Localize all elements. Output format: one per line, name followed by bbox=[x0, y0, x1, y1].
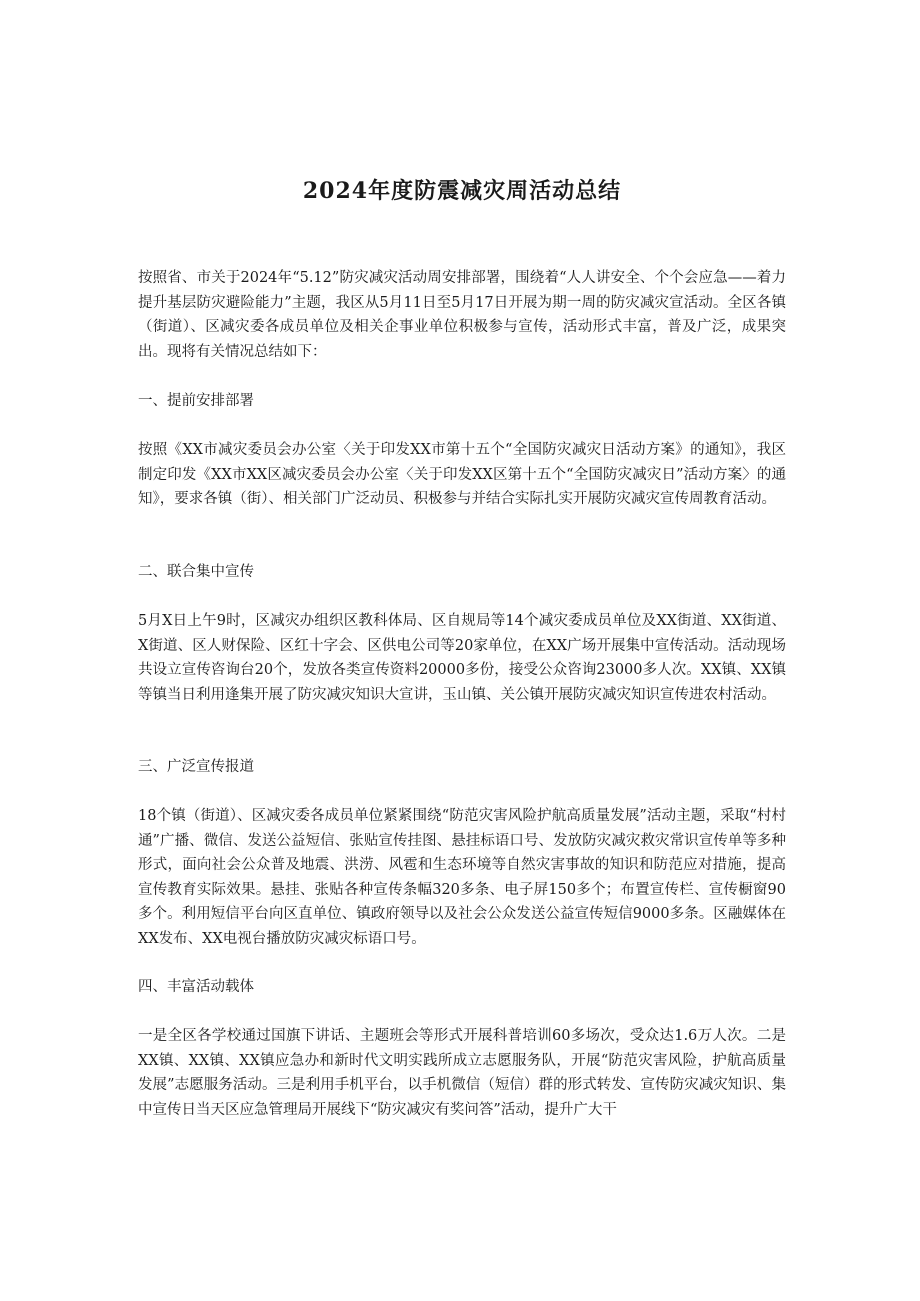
section-body-3: 18个镇（街道）、区减灾委各成员单位紧紧围绕“防范灾害风险护航高质量发展”活动主题，采取“村村通”广播、微信、发送公益短信、张贴宣传挂图、悬挂标语口号、发放防灾减灾救灾常识宣传单等多种形式，面向社会公众普及地震、洪涝、风雹和生态环境等自然灾害事故的知识和防范应对措施，提高宣传教育实际效果。悬挂、张贴各种宣传条幅320多条、电子屏150多个；布置宣传栏、宣传橱窗90多个。利用短信平台向区直单位、镇政府领导以及社会公众发送公益宣传短信9000多条。区融媒体在XX发布、XX电视台播放防灾减灾标语口号。 bbox=[138, 808, 786, 947]
intro-paragraph: 按照省、市关于2024年“5.12”防灾减灾活动周安排部署，围绕着“人人讲安全、个个会应急——着力提升基层防灾避险能力”主题，我区从5月11日至5月17日开展为期一周的防灾减灾宣活动。全区各镇（街道）、区减灾委各成员单位及相关企事业单位积极参与宣传，活动形式丰富，普及广泛，成果突出。现将有关情况总结如下： bbox=[138, 270, 786, 360]
section-heading-1: 一、提前安排部署 bbox=[138, 393, 254, 409]
section-heading-3: 三、广泛宣传报道 bbox=[138, 759, 254, 775]
section-body-4: 一是全区各学校通过国旗下讲话、主题班会等形式开展科普培训60多场次，受众达1.6万人次。二是XX镇、XX镇、XX镇应急办和新时代文明实践所成立志愿服务队，开展“防范灾害风险，护航高质量发展”志愿服务活动。三是利用手机平台，以手机微信（短信）群的形式转发、宣传防灾减灾知识、集中宣传日当天区应急管理局开展线下“防灾减灾有奖问答”活动，提升广大干 bbox=[138, 1028, 786, 1118]
section-heading-4: 四、丰富活动载体 bbox=[138, 979, 254, 995]
section-body-2: 5月X日上午9时，区减灾办组织区教科体局、区自规局等14个减灾委成员单位及XX街道、XX街道、X街道、区人财保险、区红十字会、区供电公司等20家单位，在XX广场开展集中宣传活动。活动现场共设立宣传咨询台20个，发放各类宣传资料20000多份，接受公众咨询23000多人次。XX镇、XX镇等镇当日利用逢集开展了防灾减灾知识大宣讲，玉山镇、关公镇开展防灾减灾知识宣传进农村活动。 bbox=[138, 613, 786, 703]
document-title: 2024年度防震减灾周活动总结 bbox=[302, 178, 622, 204]
section-heading-2: 二、联合集中宣传 bbox=[138, 564, 254, 580]
section-body-1: 按照《XX市减灾委员会办公室〈关于印发XX市第十五个“全国防灾减灾日活动方案》的通知》，我区制定印发《XX市XX区减灾委员会办公室〈关于印发XX区第十五个“全国防灾减灾日”活动方案〉的通知》，要求各镇（街）、相关部门广泛动员、积极参与并结合实际扎实开展防灾减灾宣传周教育活动。 bbox=[138, 442, 786, 507]
